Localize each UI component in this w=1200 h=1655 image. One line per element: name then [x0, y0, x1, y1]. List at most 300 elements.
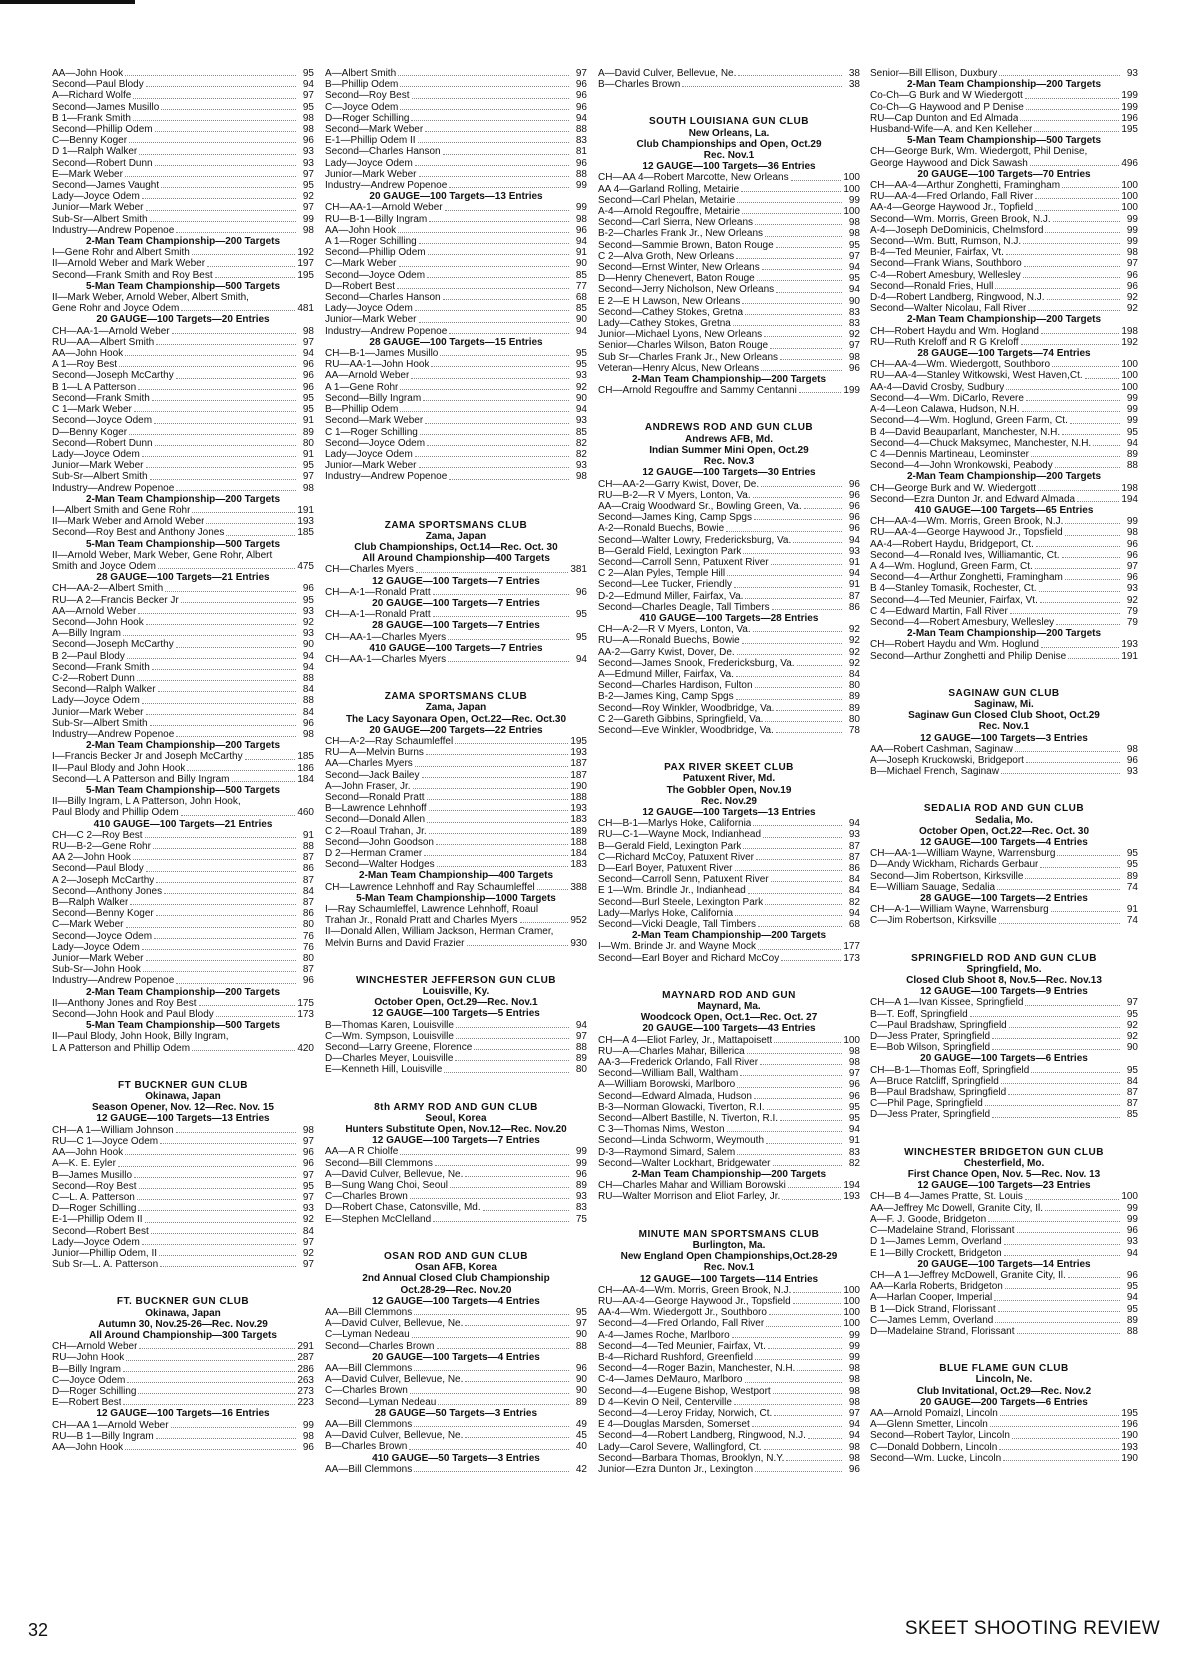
shooter-entry: A—William Borowski, Marlboro [598, 1079, 736, 1091]
score: 97 [302, 1191, 314, 1203]
shooter-entry: AA—Karla Roberts, Bridgeton [870, 1281, 1003, 1293]
score: 86 [848, 863, 860, 874]
result-row [52, 695, 314, 706]
result-row [52, 673, 314, 684]
shooter-entry: D—Andy Wickham, Richards Gerbaur [870, 859, 1039, 871]
result-row [52, 1431, 314, 1442]
dot-leader [216, 1009, 296, 1017]
dot-leader [1035, 202, 1119, 210]
dot-leader [181, 807, 296, 815]
shooter-entry: AA—John Hook [52, 1147, 124, 1159]
dot-leader [427, 270, 569, 278]
result-row [870, 359, 1138, 370]
shooter-entry: D—Henry Chenevert, Baton Rouge [598, 273, 755, 285]
result-row [598, 273, 860, 284]
dot-leader [1012, 1430, 1119, 1438]
result-row [598, 535, 860, 546]
result-row [52, 404, 314, 415]
score: 94 [302, 650, 314, 662]
result-row [598, 1363, 860, 1374]
dot-leader [727, 568, 842, 576]
result-row [325, 1146, 587, 1157]
dot-leader [416, 564, 568, 572]
result-row [52, 214, 314, 225]
dot-leader [423, 393, 569, 401]
result-row [52, 393, 314, 404]
dot-leader [773, 1386, 842, 1394]
shooter-entry: B—Gerald Field, Lexington Park [598, 840, 742, 852]
result-row [598, 568, 860, 579]
score: 88 [575, 124, 587, 136]
shooter-entry: D 1—James Lemm, Overland [870, 1236, 1002, 1248]
dot-leader [474, 1042, 569, 1050]
shooter-entry: E-1—Phillip Odem II [325, 135, 416, 147]
score: 92 [1126, 292, 1138, 304]
dot-leader [761, 363, 842, 371]
score: 96 [1126, 269, 1138, 281]
score: 90 [1126, 1042, 1138, 1054]
result-row [52, 225, 314, 236]
dot-leader [427, 438, 569, 446]
shooter-entry: Industry—Andrew Popenoe [325, 180, 448, 192]
score: 97 [575, 68, 587, 79]
score: 187 [570, 758, 587, 770]
score: 199 [843, 385, 860, 397]
dot-leader [133, 90, 296, 98]
result-row [870, 90, 1138, 101]
result-row [325, 370, 587, 381]
score: 90 [575, 1374, 587, 1386]
dot-leader [176, 225, 296, 233]
score: 100 [843, 1307, 860, 1319]
score: 100 [1121, 359, 1138, 371]
score: 94 [1126, 437, 1138, 449]
result-row [325, 1020, 587, 1031]
event-heading: 28 GAUGE—100 Targets—7 Entries [372, 620, 540, 632]
shooter-entry: Junior—Mark Weber [325, 168, 417, 180]
score: 99 [302, 1419, 314, 1431]
shooter-entry: A—Richard Wolfe [52, 90, 132, 102]
shooter-entry: Gene Rohr and Joyce Odem [52, 303, 180, 315]
score: 68 [848, 919, 860, 931]
score: 83 [848, 306, 860, 318]
event-heading: Indian Summer Mini Open, Oct.29 [649, 444, 809, 456]
result-row [325, 460, 587, 471]
shooter-entry: B—Michael French, Saginaw [870, 766, 999, 778]
shooter-entry: D—Benny Koger [52, 426, 128, 438]
score: 197 [297, 258, 314, 270]
score: 263 [297, 1374, 314, 1386]
shooter-entry: A—F. J. Goode, Bridgeton [870, 1213, 987, 1225]
event-heading: 12 GAUGE—100 Targets—30 Entries [642, 467, 816, 479]
shooter-entry: Second—Charles Deagle, Tall Timbers [598, 601, 770, 613]
result-row [598, 1102, 860, 1113]
dot-leader [125, 348, 296, 356]
score: 96 [848, 489, 860, 501]
dot-leader [745, 307, 842, 315]
dot-leader [146, 460, 296, 468]
shooter-entry: B—Lawrence Lehnhoff [325, 803, 427, 815]
dot-leader [765, 897, 842, 905]
club-name: ZAMA SPORTSMANS CLUB [384, 691, 528, 703]
result-row [870, 882, 1138, 893]
event-heading: Hunters Substitute Open, Nov.12—Rec. Nov.20 [345, 1124, 567, 1136]
result-row [598, 908, 860, 919]
shooter-entry: A—Joseph Kruckowski, Bridgeport [870, 754, 1024, 766]
dot-leader [413, 781, 569, 789]
score: 185 [297, 527, 314, 539]
result-row [52, 830, 314, 841]
score: 91 [302, 829, 314, 841]
shooter-entry: C—Joyce Odem [52, 1374, 126, 1386]
result-row [325, 770, 587, 781]
score: 95 [1126, 848, 1138, 860]
shooter-entry: II—Paul Blody and John Hook [52, 762, 186, 774]
shooter-entry: RU—John Hook [52, 1352, 125, 1364]
dot-leader [756, 852, 842, 860]
score: 93 [848, 545, 860, 557]
result-row [325, 1169, 587, 1180]
score: 98 [1126, 247, 1138, 259]
score: 88 [302, 695, 314, 707]
shooter-entry: RU—AA-4—Fred Orlando, Fall River [870, 191, 1034, 203]
score: 99 [848, 1351, 860, 1363]
shooter-entry: AA—Arnold Pomaizl, Lincoln [870, 1407, 998, 1419]
result-row [870, 281, 1138, 292]
shooter-entry: A—Billy Ingram [52, 628, 121, 640]
result-row [325, 471, 587, 482]
result-row [52, 1214, 314, 1225]
section-gap [598, 407, 860, 418]
score: 94 [848, 284, 860, 296]
result-row [52, 953, 314, 964]
score: 95 [848, 1101, 860, 1113]
score: 98 [848, 1057, 860, 1069]
dot-leader [433, 609, 569, 617]
dot-leader [142, 191, 296, 199]
result-row [598, 512, 860, 523]
section-gap [325, 494, 587, 505]
result-row [598, 363, 860, 374]
shooter-entry: C—Donald Dobbern, Lincoln [870, 1441, 998, 1453]
event-heading: 12 GAUGE—100 Targets—4 Entries [372, 1295, 540, 1307]
result-row [870, 382, 1138, 393]
result-row [598, 669, 860, 680]
dot-leader [1047, 292, 1120, 300]
dot-leader [400, 102, 569, 110]
result-row [870, 1419, 1138, 1430]
result-row [52, 875, 314, 886]
page-number: 32 [28, 1620, 49, 1640]
dot-leader [155, 158, 296, 166]
shooter-entry: B—James Musillo [52, 1169, 133, 1181]
shooter-entry: CH—A-2—R V Myers, Lonton, Va. [598, 624, 751, 636]
shooter-entry: AA-4—Robert Haydu, Bridgeport, Ct. [870, 538, 1034, 550]
result-row [598, 1386, 860, 1397]
score: 97 [302, 168, 314, 180]
score: 49 [575, 1418, 587, 1430]
event-heading: Patuxent River, Md. [682, 773, 776, 785]
score: 96 [1126, 754, 1138, 766]
event-heading: Saginaw, Mi. [974, 698, 1034, 710]
score: 98 [848, 217, 860, 229]
dot-leader [988, 1214, 1120, 1222]
result-row [325, 102, 587, 113]
shooter-entry: AA—John Hook [52, 348, 124, 360]
score: 96 [302, 1441, 314, 1453]
dot-leader [176, 975, 296, 983]
dot-leader [465, 1430, 569, 1438]
dot-leader [726, 523, 842, 531]
score: 98 [848, 1363, 860, 1375]
result-row [52, 639, 314, 650]
result-row [598, 852, 860, 863]
dot-leader [738, 68, 842, 76]
team-members-line: II—Donald Allen, William Jackson, Herman Cramer, [325, 926, 554, 938]
dot-leader [1070, 415, 1120, 423]
score: 92 [1126, 1019, 1138, 1031]
shooter-entry: B-4—Ted Meunier, Fairfax, Vt. [870, 247, 1004, 259]
dot-leader [992, 1109, 1120, 1117]
score: 189 [570, 825, 587, 837]
score: 87 [302, 874, 314, 886]
score: 273 [297, 1385, 314, 1397]
dot-leader [682, 79, 842, 87]
result-row [598, 1124, 860, 1135]
score: 97 [848, 250, 860, 262]
shooter-entry: B—Ralph Walker [52, 897, 129, 909]
result-row [325, 1385, 587, 1396]
shooter-entry: B—Sung Wang Choi, Seoul [325, 1180, 449, 1192]
shooter-entry: RU—B-2—Gene Rohr [52, 841, 151, 853]
score: 188 [570, 791, 587, 803]
shooter-entry: Second—John Hook [52, 616, 144, 628]
result-row [52, 561, 314, 572]
shooter-entry: A—John Fraser, Jr. [325, 780, 411, 792]
result-row [870, 859, 1138, 870]
result-row [870, 1292, 1138, 1303]
dot-leader [143, 964, 296, 972]
shooter-entry: AA-4—Wm. Wiedergott Jr., Southboro [598, 1307, 767, 1319]
shooter-entry: B 4—David Beauparlant, Manchester, N.H. [870, 426, 1061, 438]
result-row [325, 169, 587, 180]
event-heading: 12 GAUGE—100 Targets—9 Entries [920, 986, 1088, 998]
score: 96 [848, 512, 860, 524]
result-row [52, 1442, 314, 1453]
dot-leader [192, 1043, 295, 1051]
result-row [598, 1079, 860, 1090]
score: 91 [302, 448, 314, 460]
shooter-entry: Co-Ch—G Haywood and P Denise [870, 101, 1024, 113]
dot-leader [133, 113, 296, 121]
dot-leader [1065, 516, 1120, 524]
score: 92 [302, 1214, 314, 1226]
result-row [325, 758, 587, 769]
result-row [598, 1113, 860, 1124]
dot-leader [793, 535, 842, 543]
result-row [52, 998, 314, 1009]
result-row [870, 583, 1138, 594]
shooter-entry: Second—Donald Allen [325, 814, 426, 826]
result-row [870, 915, 1138, 926]
result-row [52, 460, 314, 471]
result-row [598, 79, 860, 90]
results-column-4 [870, 68, 1138, 1464]
dot-leader [429, 214, 569, 222]
shooter-entry: Paul Blody and Phillip Odem [52, 807, 179, 819]
result-row [52, 382, 314, 393]
dot-leader [160, 1259, 296, 1267]
event-heading: Oct.28-29—Rec. Nov.20 [400, 1284, 512, 1296]
dot-leader [766, 1318, 841, 1326]
result-row [598, 251, 860, 262]
score: 98 [848, 351, 860, 363]
dot-leader [1055, 460, 1120, 468]
result-row [598, 1046, 860, 1057]
shooter-entry: Sub Sr—L. A. Patterson [52, 1259, 159, 1271]
section-gap [870, 938, 1138, 949]
shooter-entry: RU—AA-4—George Haywood Jr., Topsfield [870, 527, 1063, 539]
event-heading: 2-Man Team Championship—200 Targets [85, 493, 281, 505]
score: 38 [848, 68, 860, 79]
result-row [870, 1430, 1138, 1441]
event-heading: Chesterfield, Mo. [963, 1157, 1045, 1169]
section-gap [325, 676, 587, 687]
score: 95 [575, 609, 587, 621]
result-row [325, 326, 587, 337]
event-heading: 12 GAUGE—100 Targets—13 Entries [96, 1113, 270, 1125]
event-heading: Springfield, Mo. [966, 963, 1042, 975]
score: 92 [848, 646, 860, 658]
shooter-entry: Second—Ernst Winter, New Orleans [598, 262, 760, 274]
dot-leader [758, 919, 842, 927]
score: 95 [1126, 1281, 1138, 1293]
result-row [598, 1341, 860, 1352]
shooter-entry: AA-4—David Crosby, Sudbury [870, 381, 1005, 393]
shooter-entry: Second—Ezra Dunton Jr. and Edward Almada [870, 493, 1076, 505]
score: 98 [302, 728, 314, 740]
result-row [52, 113, 314, 124]
shooter-entry: Second—Wm. Lucke, Lincoln [870, 1452, 1002, 1464]
shooter-entry: A—Harlan Cooper, Imperial [870, 1292, 993, 1304]
result-row [598, 897, 860, 908]
score: 191 [1121, 650, 1138, 662]
shooter-entry: CH—AA-4—Wm. Wiedergott, Southboro [870, 359, 1051, 371]
result-row [598, 1158, 860, 1169]
shooter-entry: II—Anthony Jones and Roy Best [52, 997, 197, 1009]
event-heading: Rec. Nov.1 [703, 150, 755, 162]
dot-leader [156, 875, 296, 883]
score: 93 [575, 460, 587, 472]
score: 97 [302, 1135, 314, 1147]
dot-leader [1034, 124, 1119, 132]
shooter-entry: Second—Robert Taylor, Lincoln [870, 1430, 1010, 1442]
score: 96 [848, 478, 860, 490]
score: 98 [302, 1430, 314, 1442]
shooter-entry: Second—Vicki Deagle, Tall Timbers [598, 919, 757, 931]
dot-leader [158, 684, 296, 692]
dot-leader [1051, 904, 1120, 912]
shooter-entry: CH—A-1—Ronald Pratt [325, 586, 431, 598]
shooter-entry: RU—B-2—R V Myers, Lonton, Va. [598, 489, 751, 501]
result-row [52, 774, 314, 785]
dot-leader [456, 1031, 569, 1039]
score: 89 [1126, 448, 1138, 460]
event-heading: 5-Man Team Championship—500 Targets [85, 280, 281, 292]
score: 85 [575, 426, 587, 438]
shooter-entry: CH—AA-4—Wm. Morris, Green Brook, N.J. [870, 516, 1064, 528]
dot-leader [123, 1364, 295, 1372]
shooter-entry: I—Gene Rohr and Albert Smith [52, 247, 190, 259]
dot-leader [1001, 766, 1120, 774]
shooter-entry: Second—Roy Winkler, Woodbridge, Va. [598, 702, 775, 714]
dot-leader [1065, 527, 1120, 535]
dot-leader [455, 1053, 569, 1061]
dot-leader [1062, 427, 1120, 435]
shooter-entry: CH—AA-2—Albert Smith [52, 583, 164, 595]
shooter-entry: CH—Lawrence Lehnhoff and Ray Schaumleffel [325, 881, 535, 893]
result-row [325, 564, 587, 575]
result-row [52, 1158, 314, 1169]
result-row [870, 527, 1138, 538]
club-name: FT BUCKNER GUN CLUB [117, 1079, 249, 1091]
dot-leader [134, 404, 296, 412]
dot-leader [437, 1341, 570, 1349]
result-row [325, 654, 587, 665]
score: 98 [302, 325, 314, 337]
result-row [325, 427, 587, 438]
score: 94 [848, 818, 860, 830]
dot-leader [776, 284, 842, 292]
result-row [325, 1042, 587, 1053]
dot-leader [970, 1009, 1120, 1017]
dot-leader [440, 348, 569, 356]
shooter-entry: Second—4—Ted Meunier, Fairfax, Vt. [870, 594, 1038, 606]
score: 97 [848, 1068, 860, 1080]
shooter-entry: Second—Walter Lockhart, Bridgewater [598, 1157, 771, 1169]
dot-leader [763, 829, 842, 837]
dot-leader [734, 579, 842, 587]
dot-leader [465, 1169, 569, 1177]
score: 195 [1121, 124, 1138, 136]
score: 95 [1126, 426, 1138, 438]
score: 188 [570, 836, 587, 848]
score: 96 [1126, 538, 1138, 550]
result-row [598, 624, 860, 635]
score: 94 [302, 79, 314, 91]
dot-leader [133, 852, 296, 860]
shooter-entry: C—Mark Weber [52, 919, 124, 931]
score: 93 [575, 370, 587, 382]
shooter-entry: B 1—Dick Strand, Florissant [870, 1303, 996, 1315]
shooter-entry: Second—John Hook and Paul Blody [52, 1009, 214, 1021]
shooter-entry: Second—Bill Clemmons [325, 1157, 433, 1169]
dot-leader [761, 479, 842, 487]
result-row [52, 191, 314, 202]
result-row [598, 490, 860, 501]
shooter-entry: Second—Edward Almada, Hudson [598, 1090, 752, 1102]
score: 80 [302, 953, 314, 965]
shooter-entry: Second—Joyce Odem [52, 930, 153, 942]
shooter-entry: AA—Arnold Weber [52, 605, 137, 617]
shooter-entry: C—L. A. Patterson [52, 1191, 135, 1203]
score: 99 [1126, 236, 1138, 248]
score: 93 [302, 628, 314, 640]
result-row [870, 247, 1138, 258]
club-name: 8th ARMY ROD AND GUN CLUB [374, 1101, 538, 1113]
dot-leader [142, 695, 296, 703]
result-row [598, 1464, 860, 1475]
